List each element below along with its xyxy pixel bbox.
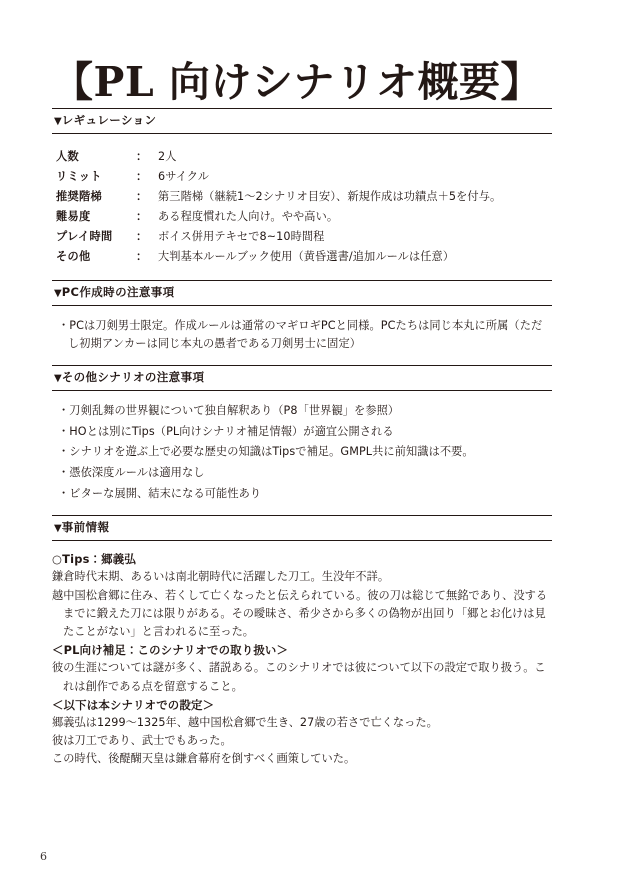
- section-heading-pc-creation: [52, 281, 552, 305]
- pl-note-body: 彼の生涯については謎が多く、諸説ある。このシナリオでは彼について以下の設定で取り扱う。これは創作である点を留意すること。: [52, 661, 546, 693]
- page-title: 【PL 向けシナリオ概要】: [52, 58, 543, 107]
- regulation-term: リミット: [56, 170, 102, 184]
- tips-paragraph-line: 越中国松倉郷に住み、若くして亡くなったと伝えられている。彼の刀は総じて無銘であり、没するまでに鍛えた刀には限りがある。その曖昧さ、希少さから多くの偽物が出回り「郷とお化けは見たことがない」と言われるに至った。: [52, 588, 548, 638]
- scenario-setting-title: ＜以下は本シナリオでの設定＞: [52, 697, 215, 712]
- regulation-value: ボイス併用テキセで8~10時間程: [158, 230, 325, 244]
- list-item: ・シナリオを遊ぶ上で必要な歴史の知識はTipsで補足。GMPL共に前知識は不要。: [58, 445, 474, 459]
- regulation-term: 推奨階梯: [56, 190, 102, 204]
- scenario-setting-line: 彼は刀工であり、武士でもあった。: [52, 734, 232, 748]
- triangle-marker-icon: ▼: [54, 287, 62, 299]
- regulation-row: [52, 247, 552, 267]
- section-heading-prior-info: [52, 516, 552, 540]
- triangle-marker-icon: ▼: [54, 522, 62, 534]
- regulation-colon: ：: [136, 170, 148, 184]
- regulation-value: 第三階梯（継続1〜2シナリオ目安）、新規作成は功績点＋5を付与。: [158, 190, 502, 204]
- regulation-term: 人数: [56, 150, 79, 164]
- section-heading-prior-info-label: 事前情報: [61, 519, 110, 534]
- regulation-colon: ：: [136, 190, 148, 204]
- regulation-colon: ：: [136, 230, 148, 244]
- regulation-term: プレイ時間: [56, 230, 113, 244]
- pc-creation-bullets: [52, 306, 552, 365]
- tips-paragraph-line: 鎌倉時代末期、あるいは南北朝時代に活躍した刀工。生没年不詳。: [52, 570, 390, 584]
- regulation-value: 6サイクル: [158, 170, 210, 184]
- section-heading-regulation: [52, 109, 552, 133]
- regulation-value: ある程度慣れた人向け。やや高い。: [158, 210, 339, 224]
- tips-title: ○Tips：郷義弘: [52, 551, 136, 566]
- regulation-term: 難易度: [56, 210, 91, 224]
- regulation-row: [52, 227, 552, 247]
- page-number: 6: [40, 850, 47, 863]
- regulation-term: その他: [56, 250, 91, 264]
- list-item: ・HOとは別にTips（PL向けシナリオ補足情報）が適宜公開される: [58, 424, 394, 438]
- regulation-value: 大判基本ルールブック使用（黄昏選書/追加ルールは任意）: [158, 250, 455, 264]
- other-notes-bullets: [52, 391, 552, 515]
- regulation-colon: ：: [136, 150, 148, 164]
- regulation-row: [52, 187, 552, 207]
- triangle-marker-icon: ▼: [54, 373, 62, 385]
- section-heading-pc-creation-label: PC作成時の注意事項: [61, 284, 175, 299]
- pl-note-title: ＜PL向け補足：このシナリオでの取り扱い＞: [52, 642, 289, 657]
- list-item: ・刀剣乱舞の世界観について独自解釈あり（P8「世界観」を参照）: [58, 404, 400, 418]
- document-content: [52, 108, 552, 769]
- regulation-colon: ：: [136, 250, 148, 264]
- section-heading-other-notes-label: その他シナリオの注意事項: [61, 370, 205, 385]
- scenario-setting-line: 郷義弘は1299〜1325年、越中国松倉郷で生き、27歳の若さで亡くなった。: [52, 716, 438, 730]
- regulation-list: [52, 134, 552, 280]
- prior-info-body: [52, 541, 552, 769]
- regulation-row: [52, 167, 552, 187]
- triangle-marker-icon: ▼: [54, 116, 62, 127]
- regulation-row: [52, 147, 552, 167]
- scenario-setting-line: この時代、後醍醐天皇は鎌倉幕府を倒すべく画策していた。: [52, 752, 356, 766]
- section-heading-regulation-label: レギュレーション: [61, 113, 157, 127]
- section-heading-other-notes: [52, 366, 552, 390]
- regulation-row: [52, 207, 552, 227]
- list-item: ・ビターな展開、結末になる可能性あり: [58, 486, 262, 500]
- list-item: ・憑依深度ルールは適用なし: [58, 466, 205, 480]
- regulation-value: 2人: [158, 150, 177, 164]
- list-item: ・PCは刀剣男士限定。作成ルールは通常のマギロギPCと同様。PCたちは同じ本丸に所属（ただし初期アンカーは同じ本丸の愚者である刀剣男士に固定）: [58, 318, 543, 351]
- regulation-colon: ：: [136, 210, 148, 224]
